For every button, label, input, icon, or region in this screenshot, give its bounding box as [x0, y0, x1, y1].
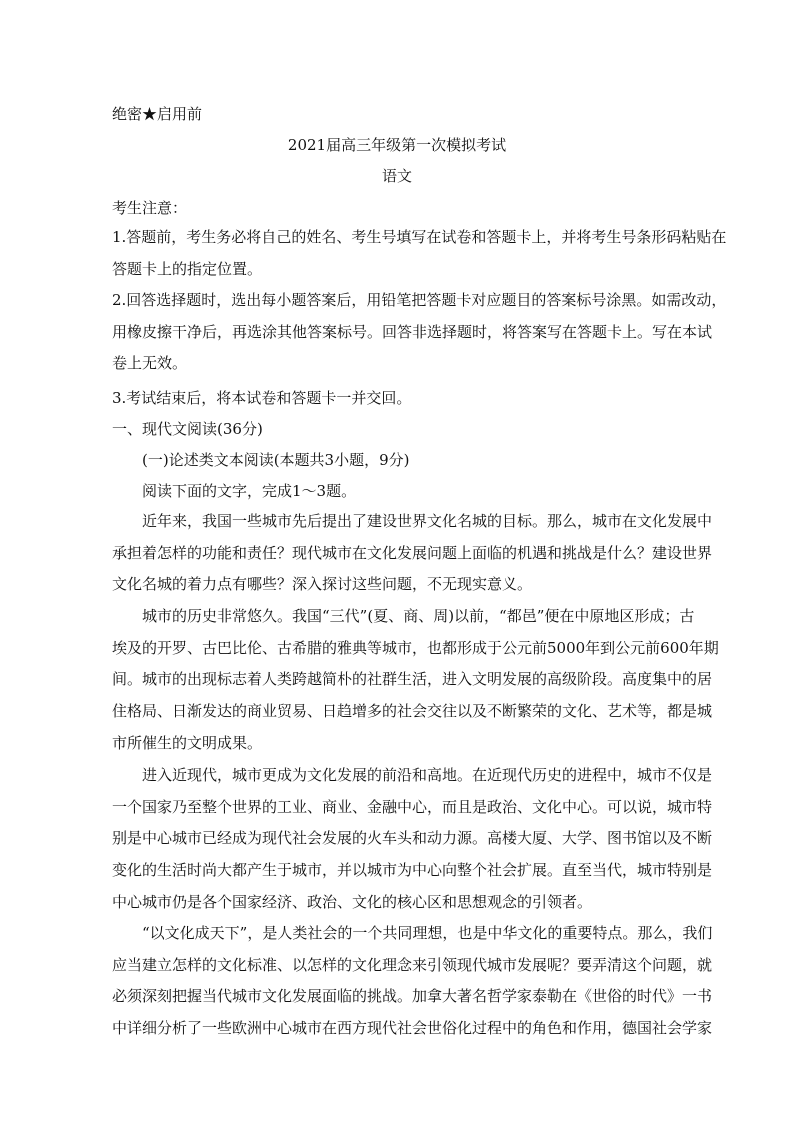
text-line: 市所催生的文明成果。 — [112, 733, 263, 752]
confidential-label: 绝密★启用前 — [112, 105, 203, 123]
text-line: 承担着怎样的功能和责任？现代城市在文化发展问题上面临的机遇和挑战是什么？建设世界 — [112, 543, 713, 562]
subject-title: 语文 — [381, 167, 412, 185]
text-line: 2.回答选择题时，选出每小题答案后，用铅笔把答题卡对应题目的答案标号涂黑。如需改动， — [112, 291, 727, 309]
text-line: 用橡皮擦干净后，再选涂其他答案标号。回答非选择题时，将答案写在答题卡上。写在本试 — [112, 322, 713, 341]
text-line: “以文化成天下”，是人类社会的一个共同理想，也是中华文化的重要特点。那么，我们 — [142, 924, 713, 942]
notice-item-2 — [112, 285, 727, 380]
passage-paragraph-4 — [112, 918, 713, 1045]
text-line: 间。城市的出现标志着人类跨越简朴的社群生活，进入文明发展的高级阶段。高度集中的居 — [112, 670, 713, 689]
exam-title: 2021届高三年级第一次模拟考试 — [287, 136, 507, 154]
text-line: 埃及的开罗、古巴比伦、古希腊的雅典等城市，也都形成于公元前5000年到公元前600年期 — [112, 638, 719, 657]
text-line: 近年来，我国一些城市先后提出了建设世界文化名城的目标。那么，城市在文化发展中 — [142, 512, 713, 530]
text-line: 文化名城的着力点有哪些？深入探讨这些问题，不无现实意义。 — [112, 575, 533, 594]
text-line: 答题卡上的指定位置。 — [112, 259, 263, 278]
notice-title: 考生注意： — [112, 199, 188, 217]
text-line: 卷上无效。 — [112, 354, 188, 373]
reading-instruction: 阅读下面的文字，完成1～3题。 — [142, 482, 357, 500]
section-subtitle: (一)论述类文本阅读(本题共3小题，9分) — [142, 451, 410, 469]
text-line: 别是中心城市已经成为现代社会发展的火车头和动力源。高楼大厦、大学、图书馆以及不断 — [112, 829, 713, 848]
text-line: 变化的生活时尚大都产生于城市，并以城市为中心向整个社会扩展。直至当代，城市特别是 — [112, 861, 713, 880]
text-line: 中心城市仍是各个国家经济、政治、文化的核心区和思想观念的引领者。 — [112, 892, 593, 911]
text-line: 应当建立怎样的文化标准、以怎样的文化理念来引领现代城市发展呢？要弄清这个问题，就 — [112, 955, 713, 974]
text-line: 必须深刻把握当代城市文化发展面临的挑战。加拿大著名哲学家泰勒在《世俗的时代》一书 — [112, 987, 713, 1006]
passage-paragraph-2 — [112, 601, 719, 759]
text-line: 中详细分析了一些欧洲中心城市在西方现代社会世俗化过程中的角色和作用，德国社会学家 — [112, 1019, 713, 1038]
passage-paragraph-1 — [112, 506, 713, 601]
text-line: 一个国家乃至整个世界的工业、商业、金融中心，而且是政治、文化中心。可以说，城市特 — [112, 797, 713, 816]
notice-item-3: 3.考试结束后，将本试卷和答题卡一并交回。 — [112, 389, 412, 407]
text-line: 1.答题前，考生务必将自己的姓名、考生号填写在试卷和答题卡上，并将考生号条形码粘贴在 — [112, 228, 727, 246]
text-line: 住格局、日渐发达的商业贸易、日趋增多的社会交往以及不断繁荣的文化、艺术等，都是城 — [112, 702, 713, 721]
notice-item-1 — [112, 222, 727, 285]
text-line: 城市的历史非常悠久。我国“三代”(夏、商、周)以前，“都邑”便在中原地区形成；古 — [142, 607, 695, 625]
section-title: 一、现代文阅读(36分) — [112, 420, 263, 438]
passage-paragraph-3 — [112, 760, 713, 918]
text-line: 进入近现代，城市更成为文化发展的前沿和高地。在近现代历史的进程中，城市不仅是 — [142, 766, 713, 784]
